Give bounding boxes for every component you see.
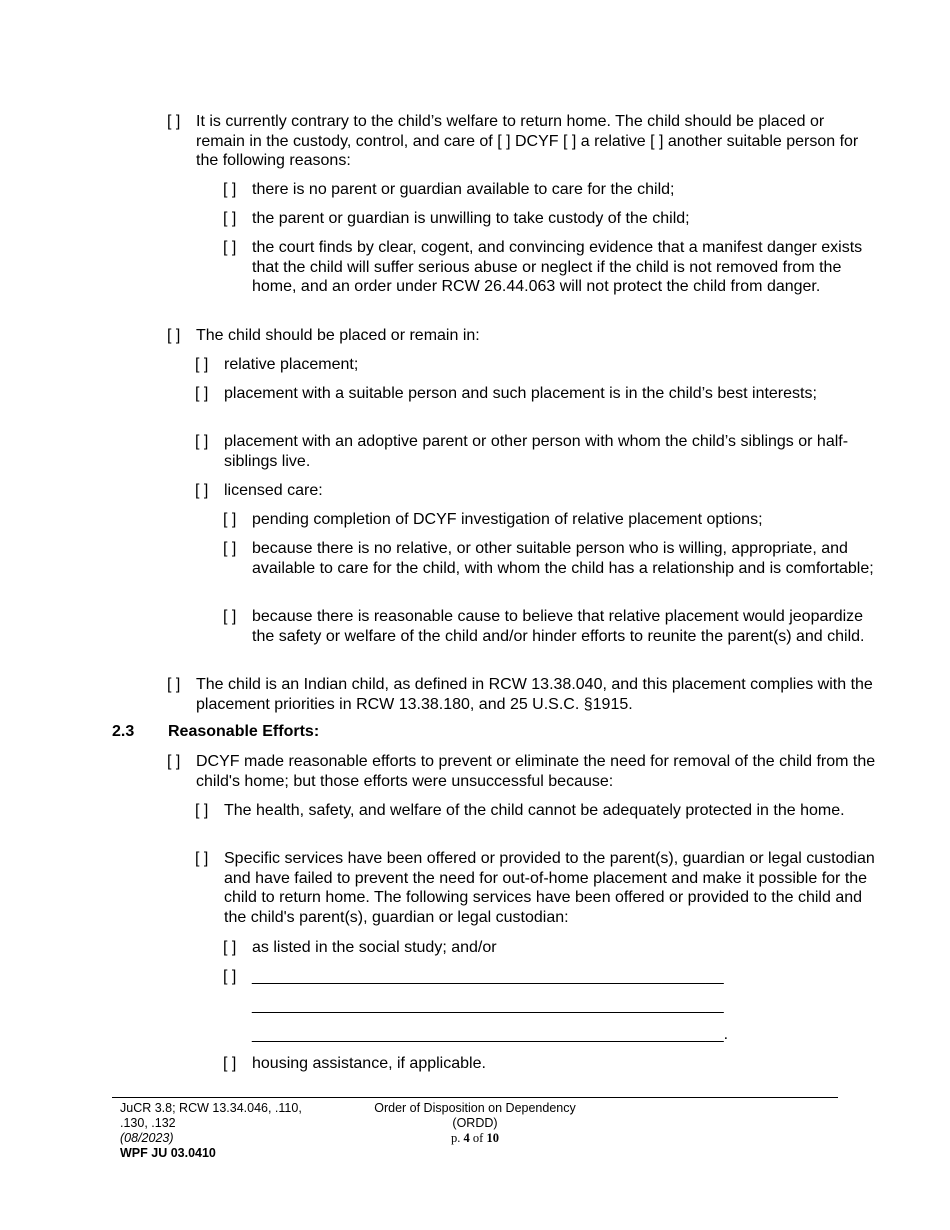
finding-contrary-to-welfare [167, 112, 876, 171]
section-title: Reasonable Efforts: [168, 723, 320, 740]
checkbox[interactable]: [ ] [223, 968, 237, 985]
item-text: housing assistance, if applicable. [252, 1055, 486, 1072]
checkbox[interactable]: [ ] [167, 327, 181, 344]
finding-indian-child [167, 675, 876, 714]
item-text: The child is an Indian child, as defined in RCW 13.38.040, and this placement complies with the placement priorities in RCW 13.38.180, and 25 U.S.C. §1915. [196, 676, 873, 713]
checkbox[interactable]: [ ] [223, 181, 237, 198]
item-text: because there is no relative, or other suitable person who is willing, appropriate, and available to care for the child, with whom the child has a relationship and is comfortable; [252, 540, 874, 577]
page-prefix: p. [451, 1131, 461, 1145]
licensed-reasonable-cause [223, 607, 874, 646]
item-text: It is currently contrary to the child’s welfare to return home. The child should be placed or remain in the custody, control, and care of [ ] DCYF [ ] a relative [ ] another suitable person for the following reasons: [196, 113, 859, 169]
finding-placed-in [167, 326, 876, 346]
finding-reasonable-efforts [167, 752, 876, 791]
item-text: DCYF made reasonable efforts to prevent or eliminate the need for removal of the child from the child's home; but those efforts were unsuccessful because: [196, 753, 876, 790]
page-of: of [472, 1131, 484, 1145]
item-text: there is no parent or guardian available to care for the child; [252, 181, 675, 198]
checkbox[interactable]: [ ] [167, 753, 181, 770]
checkbox[interactable]: [ ] [223, 239, 237, 256]
item-text: The child should be placed or remain in: [196, 327, 480, 344]
item-text: as listed in the social study; and/or [252, 939, 497, 956]
item-text: placement with an adoptive parent or other person with whom the child’s siblings or half-siblings live. [224, 433, 849, 470]
option-suitable-person [195, 384, 884, 404]
footer-date: (08/2023) [120, 1131, 174, 1145]
option-adoptive-parent [195, 432, 884, 471]
checkbox[interactable]: [ ] [195, 356, 209, 373]
checkbox[interactable]: [ ] [195, 850, 209, 867]
footer-form-title: Order of Disposition on Dependency [374, 1101, 576, 1115]
option-licensed-care [195, 481, 884, 501]
footer-citation-1: JuCR 3.8; RCW 13.34.046, .110, [120, 1101, 302, 1115]
item-text: Specific services have been offered or provided to the parent(s), guardian or legal custodian and have failed to prevent the need for out-of-home placement and make it possible for the child to return home. The following services have been offered or provided to the child and the child's parent(s), guardian or legal custodian: [224, 850, 875, 926]
item-text: placement with a suitable person and such placement is in the child’s best interests; [224, 385, 817, 402]
item-text: relative placement; [224, 356, 359, 373]
licensed-pending-investigation [223, 510, 874, 530]
reason-unwilling [223, 209, 874, 229]
checkbox[interactable]: [ ] [223, 1055, 237, 1072]
checkbox[interactable]: [ ] [223, 608, 237, 625]
item-text: licensed care: [224, 482, 323, 499]
checkbox[interactable]: [ ] [195, 802, 209, 819]
page-number [350, 1131, 600, 1146]
checkbox[interactable]: [ ] [223, 540, 237, 557]
reason-no-parent [223, 180, 874, 200]
licensed-no-relative [223, 539, 874, 578]
checkbox[interactable]: [ ] [167, 113, 181, 130]
footer-form-code: WPF JU 03.0410 [120, 1146, 216, 1160]
fill-in-line[interactable]: _____________________________________________________ [252, 968, 724, 985]
reason-manifest-danger [223, 238, 874, 297]
footer-form-abbrev: (ORDD) [452, 1116, 498, 1130]
efforts-specific-services [195, 849, 884, 927]
fill-in-line[interactable]: _____________________________________________________ [252, 997, 724, 1014]
item-text: The health, safety, and welfare of the child cannot be adequately protected in the home. [224, 802, 845, 819]
services-social-study [223, 938, 874, 958]
footer-divider [112, 1097, 838, 1098]
checkbox[interactable]: [ ] [195, 385, 209, 402]
services-housing [223, 1054, 874, 1074]
checkbox[interactable]: [ ] [195, 482, 209, 499]
footer-left [120, 1101, 350, 1161]
footer-citation-2: .130, .132 [120, 1116, 176, 1130]
page-total: 10 [486, 1131, 499, 1145]
checkbox[interactable]: [ ] [195, 433, 209, 450]
item-text: because there is reasonable cause to believe that relative placement would jeopardize the safety or welfare of the child and/or hinder efforts to reunite the parent(s) and child. [252, 608, 865, 645]
item-text: the parent or guardian is unwilling to take custody of the child; [252, 210, 690, 227]
page-current: 4 [463, 1131, 470, 1145]
section-number: 2.3 [112, 723, 135, 740]
checkbox[interactable]: [ ] [223, 511, 237, 528]
fill-in-line[interactable]: _____________________________________________________. [252, 1026, 729, 1043]
option-relative-placement [195, 355, 884, 375]
efforts-health-safety [195, 801, 884, 821]
checkbox[interactable]: [ ] [223, 939, 237, 956]
checkbox[interactable]: [ ] [223, 210, 237, 227]
checkbox[interactable]: [ ] [167, 676, 181, 693]
item-text: pending completion of DCYF investigation of relative placement options; [252, 511, 763, 528]
footer-center [350, 1101, 600, 1146]
item-text: the court finds by clear, cogent, and convincing evidence that a manifest danger exists that the child will suffer serious abuse or neglect if the child is not removed from the home, and an order under RCW 26.44.063 will not protect the child from danger. [252, 239, 863, 295]
